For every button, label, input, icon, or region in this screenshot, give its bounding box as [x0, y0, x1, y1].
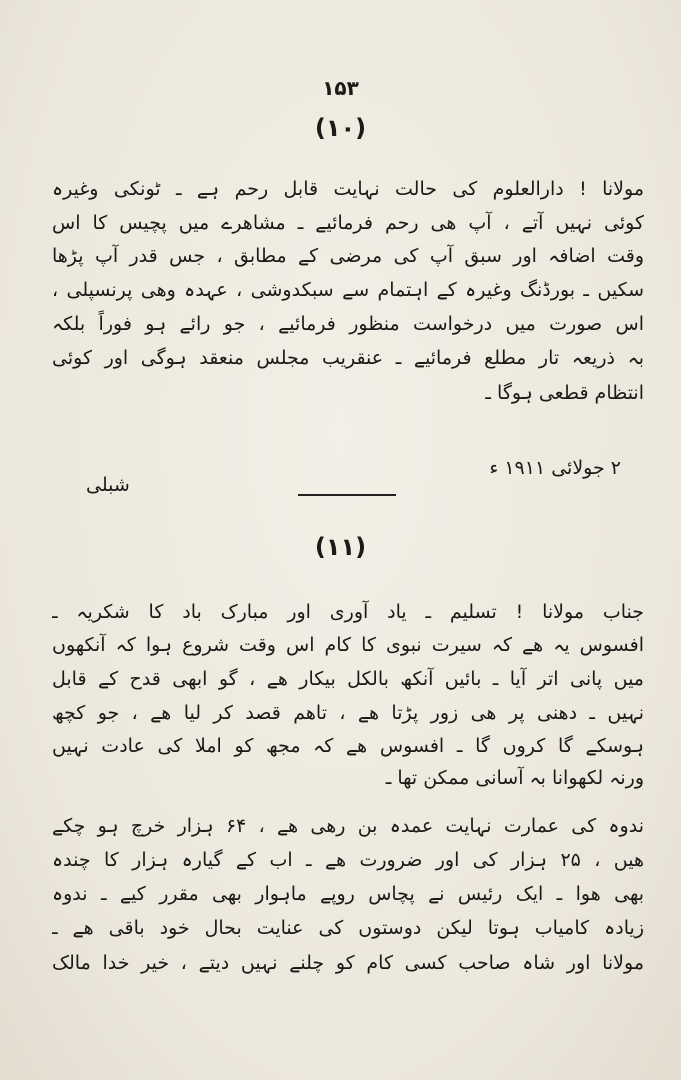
letter-11-line: ھیں ، ۲۵ ہزار کی اور ضرورت ھے ـ اب کے گیارہ ہزار کا چندہ [52, 849, 644, 871]
letter-10-date: ۲ جولائی ۱۹۱۱ ء [489, 457, 621, 479]
letter-11-line: جناب مولانا ! تسلیم ـ یاد آوری اور مبارک باد کا شکریہ ـ [52, 601, 644, 623]
letter-11-line: ندوہ کی عمارت نہایت عمدہ بن رھی ھے ، ۶۴ ہزار خرچ ہو چکے [52, 815, 644, 837]
letter-10-line: بہ ذریعہ تار مطلع فرمائیے ـ عنقریب مجلس منعقد ہوگی اور کوئی [52, 347, 644, 369]
letter-11-line: نہیں ـ دھنی پر ھی زور پڑتا ھے ، تاھم قصد کر لیا ھے ، جو کچھ [52, 702, 644, 724]
section-divider [298, 494, 396, 496]
letter-10-line: اس صورت میں درخواست منظور فرمائیے ، جو رائے ہو فوراً بلکہ [52, 313, 644, 335]
letter-10-line: سکیں ـ بورڈنگ وغیرہ کے اہتمام سے سبکدوشی ، عہدہ وھی پرنسپلی ، [52, 279, 644, 301]
letter-11-line: بھی ھوا ـ ایک رئیس نے پچاس روپے ماہوار بھی مقرر کیے ـ ندوہ [52, 883, 644, 905]
page-number: ۱۵۳ [322, 76, 359, 100]
letter-11-line: مولانا اور شاہ صاحب کسی کام کو چلنے نہیں دیتے ، خیر خدا مالک [52, 952, 644, 974]
letter-10-line: وقت اضافہ اور سبق آپ کی مرضی کے مطابق ، جس قدر آپ پڑھا [52, 245, 644, 267]
letter-10-line: مولانا ! دارالعلوم کی حالت نہایت قابل رحم ہے ـ ٹونکی وغیرہ [52, 178, 644, 200]
letter-11-line: ورنہ لکھوانا بہ آسانی ممکن تھا ـ [385, 767, 644, 789]
letter-10-line: کوئی نہیں آتے ، آپ ھی رحم فرمائیے ـ مشاھرے میں پچیس کا اس [52, 212, 644, 234]
letter-11-line: افسوس یہ ھے کہ سیرت نبوی کا کام اس وقت شروع ہوا کہ آنکھوں [52, 634, 644, 656]
letter-11-number: (۱۱) [314, 533, 367, 561]
letter-11-line: زیادہ کامیاب ہوتا لیکن دوستوں کی عنایت بحال خود باقی ھے ـ [52, 917, 644, 939]
letter-10-signature: شبلی [86, 474, 130, 496]
letter-11-line: ہوسکے گا کروں گا ـ افسوس ھے کہ مجھ کو املا کی عادت نہیں [52, 735, 644, 757]
letter-10-number: (۱۰) [314, 114, 367, 142]
letter-11-line: میں پانی اتر آیا ـ بائیں آنکھ بالکل بیکار ھے ، گو ابھی قدح کے قابل [52, 668, 644, 690]
letter-10-line: انتظام قطعی ہوگا ـ [485, 382, 644, 404]
